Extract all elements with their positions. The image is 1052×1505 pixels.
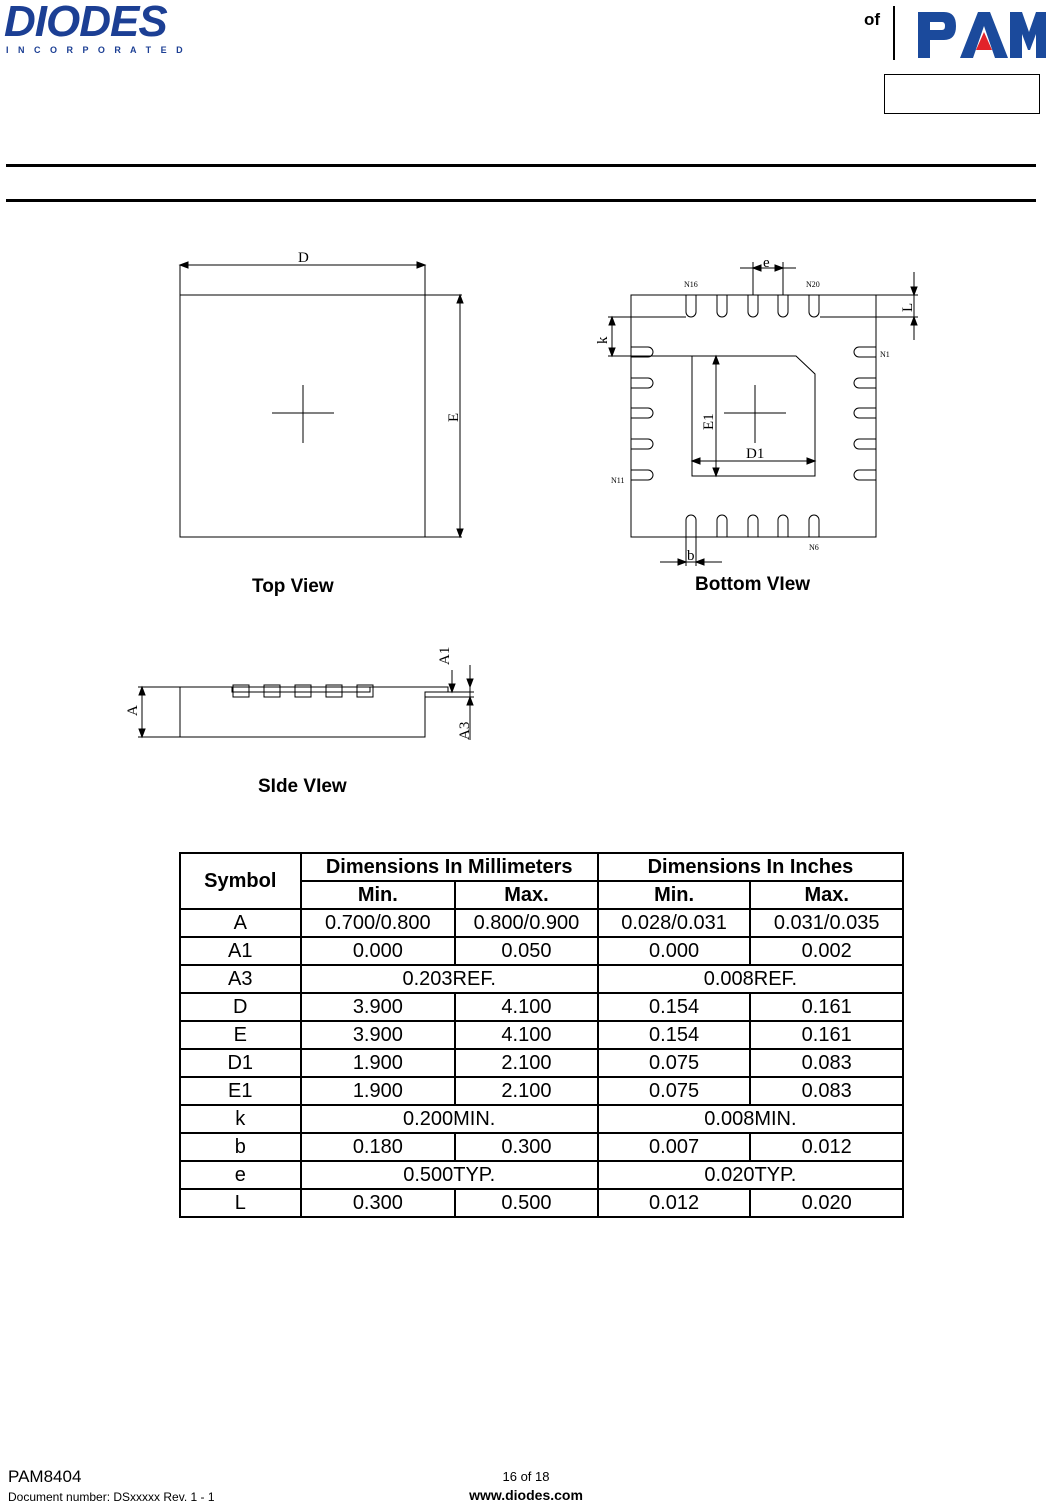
symbol-header: Symbol — [180, 853, 301, 909]
mm-max-cell: 2.100 — [455, 1077, 598, 1105]
in-max-cell: 0.012 — [750, 1133, 903, 1161]
mm-min-header: Min. — [301, 881, 456, 909]
mm-span-cell: 0.200MIN. — [301, 1105, 598, 1133]
mm-max-cell: 2.100 — [455, 1049, 598, 1077]
mm-min-cell: 0.000 — [301, 937, 456, 965]
diodes-logo-subtext: I N C O R P O R A T E D — [6, 45, 187, 55]
bottom-view-label: Bottom VIew — [695, 574, 811, 595]
mm-max-cell: 4.100 — [455, 993, 598, 1021]
symbol-cell: A1 — [180, 937, 301, 965]
in-header: Dimensions In Inches — [598, 853, 903, 881]
mm-max-cell: 0.300 — [455, 1133, 598, 1161]
in-max-cell: 0.161 — [750, 1021, 903, 1049]
symbol-cell: E1 — [180, 1077, 301, 1105]
in-max-cell: 0.020 — [750, 1189, 903, 1217]
diodes-logo-mark — [4, 0, 224, 56]
symbol-cell: e — [180, 1161, 301, 1189]
symbol-cell: E — [180, 1021, 301, 1049]
in-span-cell: 0.020TYP. — [598, 1161, 903, 1189]
pin — [854, 378, 876, 388]
table-row — [180, 937, 903, 965]
table-header-row — [180, 853, 903, 881]
mm-min-cell: 0.300 — [301, 1189, 456, 1217]
table-row — [180, 1077, 903, 1105]
mm-max-cell: 0.800/0.900 — [455, 909, 598, 937]
in-min-header: Min. — [598, 881, 751, 909]
package-drawings — [0, 240, 1052, 800]
in-max-cell: 0.161 — [750, 993, 903, 1021]
table-row — [180, 1049, 903, 1077]
pin — [809, 515, 819, 537]
symbol-cell: L — [180, 1189, 301, 1217]
table-row — [180, 1021, 903, 1049]
in-span-cell: 0.008REF. — [598, 965, 903, 993]
header-divider — [893, 6, 895, 60]
mm-min-cell: 3.900 — [301, 1021, 456, 1049]
dim-A-label: A — [125, 705, 141, 716]
table-row — [180, 965, 903, 993]
symbol-cell: k — [180, 1105, 301, 1133]
symbol-cell: b — [180, 1133, 301, 1161]
mm-max-cell: 4.100 — [455, 1021, 598, 1049]
symbol-cell: D1 — [180, 1049, 301, 1077]
pin — [854, 439, 876, 449]
in-max-cell: 0.083 — [750, 1077, 903, 1105]
top-view-label: Top View — [252, 576, 334, 597]
second-rule — [6, 199, 1036, 202]
dim-D-label: D — [298, 250, 309, 266]
mm-max-header: Max. — [455, 881, 598, 909]
table-row — [180, 1189, 903, 1217]
mm-span-cell: 0.500TYP. — [301, 1161, 598, 1189]
mm-max-cell: 0.500 — [455, 1189, 598, 1217]
footer-url[interactable]: www.diodes.com — [469, 1487, 583, 1503]
footer-doc-number: Document number: DSxxxxx Rev. 1 - 1 — [8, 1490, 215, 1504]
pin — [686, 295, 696, 317]
footer-part-number: PAM8404 — [8, 1467, 82, 1486]
diodes-logo — [4, 0, 224, 56]
pin — [854, 408, 876, 418]
pin-N6-label: N6 — [809, 543, 819, 552]
pin — [809, 295, 819, 317]
side-view-body — [180, 687, 448, 737]
mm-min-cell: 0.180 — [301, 1133, 456, 1161]
pin — [778, 295, 788, 317]
pin — [854, 347, 876, 357]
in-min-cell: 0.075 — [598, 1077, 751, 1105]
pin-N1-label: N1 — [880, 350, 890, 359]
dim-E-label: E — [446, 412, 462, 422]
dim-e-label: e — [763, 255, 770, 271]
symbol-cell: A3 — [180, 965, 301, 993]
dim-D1-label: D1 — [746, 446, 765, 462]
mm-max-cell: 0.050 — [455, 937, 598, 965]
in-min-cell: 0.000 — [598, 937, 751, 965]
dim-b-label: b — [687, 548, 695, 564]
in-max-cell: 0.083 — [750, 1049, 903, 1077]
table-row — [180, 1105, 903, 1133]
pin — [748, 295, 758, 317]
mm-min-cell: 3.900 — [301, 993, 456, 1021]
in-max-cell: 0.031/0.035 — [750, 909, 903, 937]
in-min-cell: 0.154 — [598, 1021, 751, 1049]
mm-min-cell: 1.900 — [301, 1049, 456, 1077]
bottom-view-body — [631, 295, 876, 537]
diodes-logo-text: DIODES — [4, 0, 167, 46]
in-max-cell: 0.002 — [750, 937, 903, 965]
mm-min-cell: 0.700/0.800 — [301, 909, 456, 937]
pam-logo-text: PAM — [916, 6, 919, 7]
pin-N16-label: N16 — [684, 280, 698, 289]
pin — [717, 295, 727, 317]
pam-logo — [916, 6, 1046, 62]
in-min-cell: 0.075 — [598, 1049, 751, 1077]
table-row — [180, 909, 903, 937]
pam-logo-mark — [916, 6, 1046, 62]
in-min-cell: 0.154 — [598, 993, 751, 1021]
dim-k-label: k — [595, 336, 611, 344]
in-min-cell: 0.028/0.031 — [598, 909, 751, 937]
footer-page: 16 of 18 — [502, 1469, 550, 1484]
table-row — [180, 993, 903, 1021]
pin — [748, 515, 758, 537]
symbol-cell: D — [180, 993, 301, 1021]
mm-span-cell: 0.203REF. — [301, 965, 598, 993]
dimensions-table — [179, 852, 904, 1218]
dim-L-label: L — [900, 302, 916, 312]
dim-E1-label: E1 — [701, 413, 717, 430]
of-text: of — [864, 10, 881, 29]
side-view-label: SIde VIew — [258, 776, 347, 797]
pin — [686, 515, 696, 537]
pin — [717, 515, 727, 537]
in-max-header: Max. — [750, 881, 903, 909]
pin-N11-label: N11 — [611, 476, 625, 485]
table-row — [180, 1133, 903, 1161]
header-box — [884, 74, 1040, 114]
symbol-cell: A — [180, 909, 301, 937]
dim-A3-label: A3 — [457, 721, 473, 740]
in-min-cell: 0.007 — [598, 1133, 751, 1161]
pin — [631, 378, 653, 388]
in-span-cell: 0.008MIN. — [598, 1105, 903, 1133]
mm-min-cell: 1.900 — [301, 1077, 456, 1105]
dim-A1-label: A1 — [437, 646, 453, 665]
pin — [631, 408, 653, 418]
pin — [631, 439, 653, 449]
pin — [778, 515, 788, 537]
pin — [854, 470, 876, 480]
top-rule — [6, 164, 1036, 167]
mm-header: Dimensions In Millimeters — [301, 853, 598, 881]
pin-N20-label: N20 — [806, 280, 820, 289]
pin — [631, 470, 653, 480]
in-min-cell: 0.012 — [598, 1189, 751, 1217]
table-row — [180, 1161, 903, 1189]
